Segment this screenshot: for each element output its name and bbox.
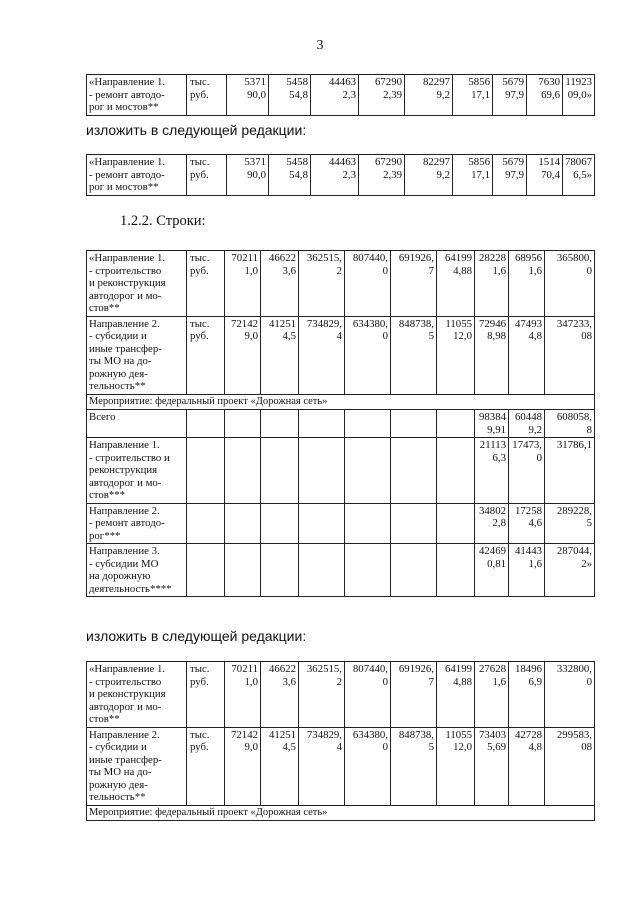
table-row — [87, 155, 595, 196]
value-cell: 41251 4,5 — [261, 727, 299, 805]
row-label: «Направление 1. - строительство и реконструкция автодорог и мо- стов** — [87, 662, 187, 728]
value-cell: 1514 70,4 — [527, 155, 563, 196]
value-cell: 27628 1,6 — [475, 662, 509, 728]
value-cell: 17473, 0 — [509, 438, 545, 504]
table-row — [87, 438, 595, 504]
empty-cell — [261, 410, 299, 438]
caption-new-edition-2: изложить в следующей редакции: — [86, 628, 307, 644]
value-cell: 98384 9,91 — [475, 410, 509, 438]
unit-cell: тыс. руб. — [187, 251, 225, 317]
empty-cell — [299, 503, 345, 544]
value-cell: 848738, 5 — [391, 316, 437, 394]
value-cell: 78067 6,5» — [563, 155, 595, 196]
value-cell: 72142 9,0 — [225, 316, 261, 394]
value-cell: 365800, 0 — [545, 251, 595, 317]
empty-cell — [225, 503, 261, 544]
empty-cell — [299, 438, 345, 504]
value-cell: 18496 6,9 — [509, 662, 545, 728]
value-cell: 42728 4,8 — [509, 727, 545, 805]
section-heading: 1.2.2. Строки: — [120, 213, 206, 229]
page-number: 3 — [316, 38, 324, 53]
row-label: Направление 2. - субсидии и иные трансфер- ты МО на до- рожную дея- тельность** — [87, 316, 187, 394]
value-cell: 46622 3,6 — [261, 251, 299, 317]
value-cell: 5458 54,8 — [269, 75, 311, 116]
table-direction1-repair-new — [86, 154, 595, 196]
table-row — [87, 251, 595, 317]
empty-cell — [437, 410, 475, 438]
empty-cell — [187, 503, 225, 544]
unit-cell: тыс. руб. — [187, 662, 225, 728]
value-cell: 347233, 08 — [545, 316, 595, 394]
row-label: «Направление 1. - строительство и реконструкция автодорог и мо- стов** — [87, 251, 187, 317]
value-cell: 82297 9,2 — [405, 75, 453, 116]
unit-cell: тыс. руб. — [187, 75, 227, 116]
empty-cell — [225, 410, 261, 438]
empty-cell — [261, 503, 299, 544]
empty-cell — [345, 438, 391, 504]
table-direction1-repair-old — [86, 74, 595, 116]
value-cell: 5371 90,0 — [227, 155, 269, 196]
value-cell: 11923 09,0» — [563, 75, 595, 116]
value-cell: 31786,1 — [545, 438, 595, 504]
caption-new-edition-1: изложить в следующей редакции: — [86, 122, 307, 138]
table-lines-new — [86, 661, 595, 821]
value-cell: 807440, 0 — [345, 251, 391, 317]
value-cell: 47493 4,8 — [509, 316, 545, 394]
value-cell: 64199 4,88 — [437, 251, 475, 317]
empty-cell — [391, 438, 437, 504]
value-cell: 42469 0,81 — [475, 544, 509, 597]
row-label: «Направление 1. - ремонт автодо- рог и мостов** — [87, 155, 187, 196]
value-cell: 289228, 5 — [545, 503, 595, 544]
empty-cell — [345, 544, 391, 597]
table-row-event — [87, 394, 595, 410]
value-cell: 7630 69,6 — [527, 75, 563, 116]
value-cell: 734829, 4 — [299, 316, 345, 394]
event-label: Мероприятие: федеральный проект «Дорожная сеть» — [87, 394, 595, 410]
empty-cell — [225, 438, 261, 504]
table-row — [87, 410, 595, 438]
value-cell: 46622 3,6 — [261, 662, 299, 728]
value-cell: 5458 54,8 — [269, 155, 311, 196]
value-cell: 332800, 0 — [545, 662, 595, 728]
value-cell: 362515, 2 — [299, 662, 345, 728]
value-cell: 72142 9,0 — [225, 727, 261, 805]
value-cell: 82297 9,2 — [405, 155, 453, 196]
value-cell: 5679 97,9 — [493, 75, 527, 116]
value-cell: 11055 12,0 — [437, 316, 475, 394]
table-row-event — [87, 805, 595, 821]
value-cell: 70211 1,0 — [225, 251, 261, 317]
empty-cell — [391, 544, 437, 597]
empty-cell — [261, 438, 299, 504]
value-cell: 848738, 5 — [391, 727, 437, 805]
row-label: Направление 2. - субсидии и иные трансфер- ты МО на до- рожную дея- тельность** — [87, 727, 187, 805]
table-row — [87, 316, 595, 394]
empty-cell — [437, 503, 475, 544]
value-cell: 67290 2,39 — [359, 75, 405, 116]
value-cell: 44463 2,3 — [311, 155, 359, 196]
empty-cell — [299, 544, 345, 597]
table-lines-old — [86, 250, 595, 597]
value-cell: 60448 9,2 — [509, 410, 545, 438]
value-cell: 634380, 0 — [345, 316, 391, 394]
empty-cell — [261, 544, 299, 597]
table-row — [87, 75, 595, 116]
row-label: «Направление 1. - ремонт автодо- рог и мостов** — [87, 75, 187, 116]
value-cell: 734829, 4 — [299, 727, 345, 805]
empty-cell — [391, 503, 437, 544]
unit-cell: тыс. руб. — [187, 155, 227, 196]
table-row — [87, 503, 595, 544]
value-cell: 5371 90,0 — [227, 75, 269, 116]
empty-cell — [345, 503, 391, 544]
value-cell: 287044, 2» — [545, 544, 595, 597]
empty-cell — [391, 410, 437, 438]
value-cell: 68956 1,6 — [509, 251, 545, 317]
unit-cell: тыс. руб. — [187, 316, 225, 394]
row-label: Всего — [87, 410, 187, 438]
event-label: Мероприятие: федеральный проект «Дорожная сеть» — [87, 805, 595, 821]
table-row — [87, 727, 595, 805]
table-row — [87, 662, 595, 728]
empty-cell — [187, 544, 225, 597]
value-cell: 5679 97,9 — [493, 155, 527, 196]
value-cell: 72946 8,98 — [475, 316, 509, 394]
value-cell: 5856 17,1 — [453, 155, 493, 196]
value-cell: 691926, 7 — [391, 662, 437, 728]
value-cell: 21113 6,3 — [475, 438, 509, 504]
empty-cell — [225, 544, 261, 597]
empty-cell — [437, 544, 475, 597]
value-cell: 70211 1,0 — [225, 662, 261, 728]
value-cell: 362515, 2 — [299, 251, 345, 317]
empty-cell — [345, 410, 391, 438]
value-cell: 41443 1,6 — [509, 544, 545, 597]
value-cell: 691926, 7 — [391, 251, 437, 317]
empty-cell — [187, 438, 225, 504]
table-row — [87, 544, 595, 597]
value-cell: 11055 12,0 — [437, 727, 475, 805]
empty-cell — [187, 410, 225, 438]
value-cell: 67290 2,39 — [359, 155, 405, 196]
value-cell: 299583, 08 — [545, 727, 595, 805]
empty-cell — [437, 438, 475, 504]
value-cell: 41251 4,5 — [261, 316, 299, 394]
value-cell: 807440, 0 — [345, 662, 391, 728]
value-cell: 34802 2,8 — [475, 503, 509, 544]
value-cell: 64199 4,88 — [437, 662, 475, 728]
value-cell: 44463 2,3 — [311, 75, 359, 116]
value-cell: 73403 5,69 — [475, 727, 509, 805]
row-label: Направление 2. - ремонт автодо- рог*** — [87, 503, 187, 544]
value-cell: 5856 17,1 — [453, 75, 493, 116]
row-label: Направление 1. - строительство и реконструкция автодорог и мо- стов*** — [87, 438, 187, 504]
row-label: Направление 3. - субсидии МО на дорожную деятельность**** — [87, 544, 187, 597]
empty-cell — [299, 410, 345, 438]
value-cell: 634380, 0 — [345, 727, 391, 805]
unit-cell: тыс. руб. — [187, 727, 225, 805]
value-cell: 28228 1,6 — [475, 251, 509, 317]
value-cell: 17258 4,6 — [509, 503, 545, 544]
value-cell: 608058, 8 — [545, 410, 595, 438]
